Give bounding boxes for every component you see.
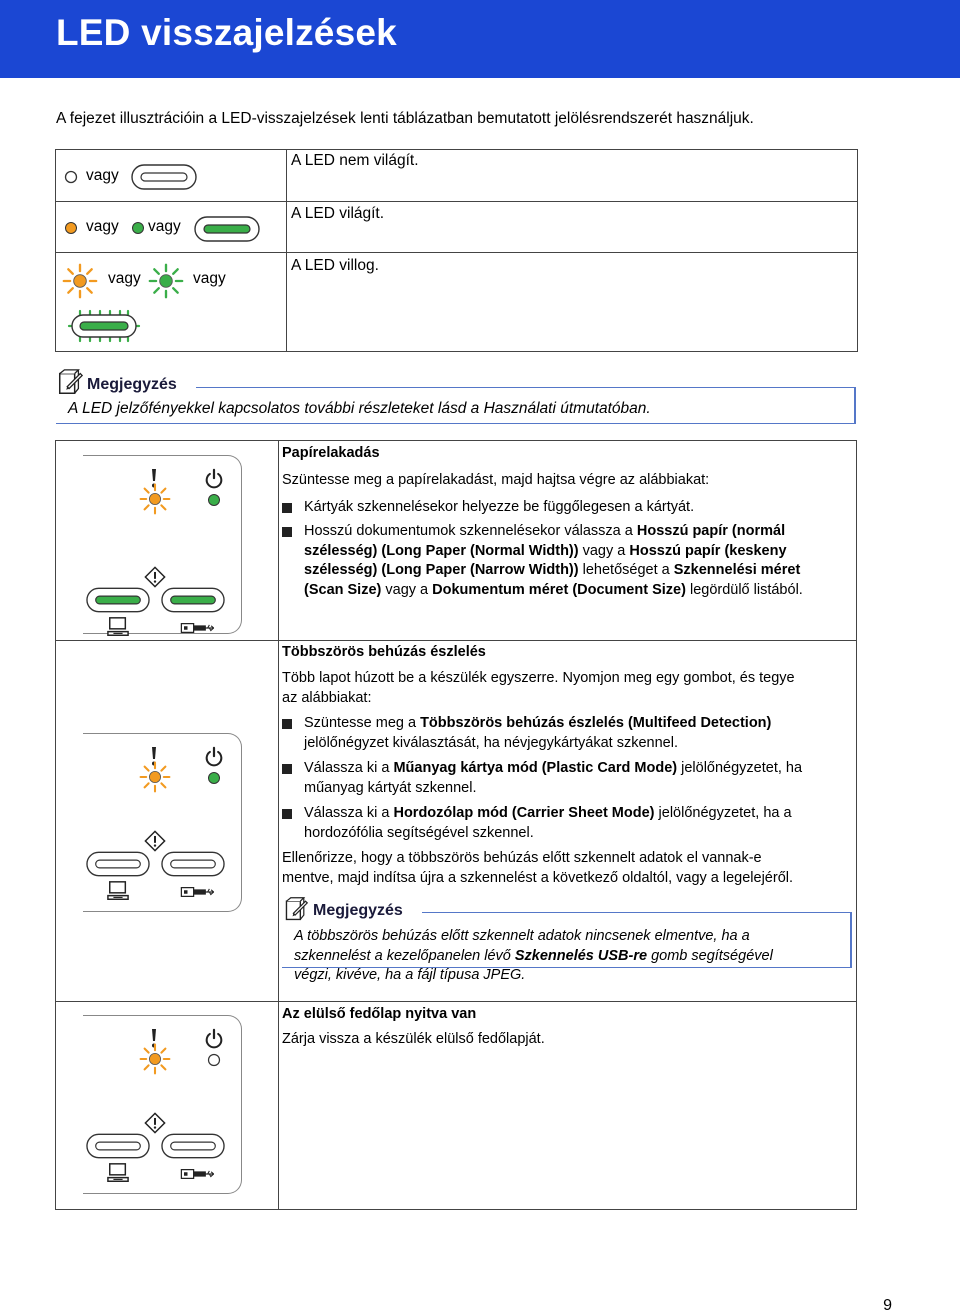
or-word: vagy <box>86 218 119 235</box>
note-text: A többszörös behúzás előtt szkennelt adatok nincsenek elmentve, ha a szkennelést a kezelőpanelen lévő Szkennelés USB-re gomb segítségével végzi, kivéve, ha a fájl típusa JPEG. <box>294 928 773 983</box>
warning-icon <box>144 830 166 852</box>
page-title: LED visszajelzések <box>56 12 397 53</box>
section-title: Papírelakadás <box>282 445 380 461</box>
note-rule <box>850 912 852 967</box>
legend-desc-on: A LED világít. <box>291 205 385 222</box>
legend-desc-blink: A LED villog. <box>291 257 379 274</box>
control-panel <box>83 733 242 912</box>
note-pencil-icon <box>283 896 309 922</box>
led-blink-orange-icon <box>62 263 98 299</box>
scan-to-pc-button <box>86 1133 150 1159</box>
scan-to-pc-button <box>86 851 150 877</box>
led-on-orange-icon <box>64 221 78 235</box>
usb-icon <box>180 885 216 899</box>
intro-text: A fejezet illusztrációin a LED-visszajelzések lenti táblázatban bemutatott jelölésrendszerét használjuk. <box>56 110 754 127</box>
warning-icon <box>144 566 166 588</box>
scan-to-usb-button <box>161 1133 225 1159</box>
led-bar-off-icon <box>131 164 197 190</box>
led-blink-green-icon <box>148 263 184 299</box>
bullet-square-icon <box>282 503 292 513</box>
usb-icon <box>180 1167 216 1181</box>
computer-icon <box>106 616 130 638</box>
section-body: Több lapot húzott be a készülék egyszerre. Nyomjon meg egy gombot, és tegye az alábbiakat: <box>282 670 795 706</box>
control-panel <box>83 1015 242 1194</box>
divider <box>56 640 856 641</box>
bullet-square-icon <box>282 527 292 537</box>
note-box <box>56 368 856 424</box>
scan-to-pc-button <box>86 587 150 613</box>
usb-icon <box>180 621 216 635</box>
led-bar-on-icon <box>194 216 260 242</box>
section-body: Zárja vissza a készülék elülső fedőlapját. <box>282 1031 545 1047</box>
note-rule <box>422 912 852 913</box>
section-body: Szüntesse meg a papírelakadást, majd hajtsa végre az alábbiakat: <box>282 472 710 488</box>
power-icon <box>203 1028 225 1050</box>
power-led-on-icon <box>207 493 221 507</box>
scan-to-usb-button <box>161 851 225 877</box>
bullet-square-icon <box>282 764 292 774</box>
bullet-square-icon <box>282 719 292 729</box>
section-title: Többszörös behúzás észlelés <box>282 644 486 660</box>
bullet-square-icon <box>282 809 292 819</box>
bullet-item: Hosszú dokumentumok szkennelésekor válassza a Hosszú papír (normál szélesség) (Long Paper (Normal Width)) vagy a Hosszú papír (keskeny szélesség) (Long Paper (Narrow Width)) lehetőséget a Szkennelési méret (Scan Size) vagy a Dokumentum méret (Document Size) legördülő listából. <box>282 522 864 600</box>
or-word: vagy <box>86 167 119 184</box>
scan-to-usb-button <box>161 587 225 613</box>
error-led-blinking-icon <box>139 1043 171 1075</box>
computer-icon <box>106 1162 130 1184</box>
legend-desc-off: A LED nem világít. <box>291 152 419 169</box>
power-led-off-icon <box>207 1053 221 1067</box>
or-word: vagy <box>108 270 141 287</box>
error-led-blinking-icon <box>139 483 171 515</box>
led-off-icon <box>64 170 78 184</box>
section-title: Az elülső fedőlap nyitva van <box>282 1006 477 1022</box>
power-led-on-icon <box>207 771 221 785</box>
legend-table <box>55 149 858 352</box>
note-rule <box>854 387 856 423</box>
note-rule <box>196 387 856 388</box>
note-rule <box>56 423 856 424</box>
page-number: 9 <box>883 1297 892 1314</box>
power-icon <box>203 746 225 768</box>
bullet-item: Válassza ki a Műanyag kártya mód (Plastic Card Mode) jelölőnégyzetet, ha műanyag kártyát szkennel. <box>282 759 864 798</box>
power-icon <box>203 468 225 490</box>
error-led-blinking-icon <box>139 761 171 793</box>
divider <box>286 150 287 351</box>
bullet-item: Kártyák szkennelésekor helyezze be függőlegesen a kártyát. <box>282 498 694 518</box>
led-bar-blink-icon <box>66 308 142 344</box>
section-body: Ellenőrizze, hogy a többszörös behúzás előtt szkennelt adatok el vannak-e mentve, majd indítsa újra a szkennelést a következő oldaltól, vagy a legelejéről. <box>282 850 794 886</box>
divider <box>56 201 857 202</box>
note-title: Megjegyzés <box>313 902 403 919</box>
divider <box>278 441 279 1209</box>
bullet-item: Szüntesse meg a Többszörös behúzás észlelés (Multifeed Detection) jelölőnégyzet kiválasztását, ha névjegykártyákat szkennel. <box>282 714 864 753</box>
led-status-table <box>55 440 857 1210</box>
computer-icon <box>106 880 130 902</box>
led-on-green-icon <box>131 221 145 235</box>
warning-icon <box>144 1112 166 1134</box>
divider <box>56 252 857 253</box>
bullet-item: Válassza ki a Hordozólap mód (Carrier Sheet Mode) jelölőnégyzetet, ha a hordozófólia segítségével szkennel. <box>282 804 864 843</box>
or-word: vagy <box>193 270 226 287</box>
note-title: Megjegyzés <box>87 376 177 393</box>
or-word: vagy <box>148 218 181 235</box>
control-panel <box>83 455 242 634</box>
page-header <box>0 0 960 78</box>
divider <box>56 1001 856 1002</box>
note-text: A LED jelzőfényekkel kapcsolatos további részleteket lásd a Használati útmutatóban. <box>68 400 651 417</box>
note-pencil-icon <box>56 368 84 396</box>
